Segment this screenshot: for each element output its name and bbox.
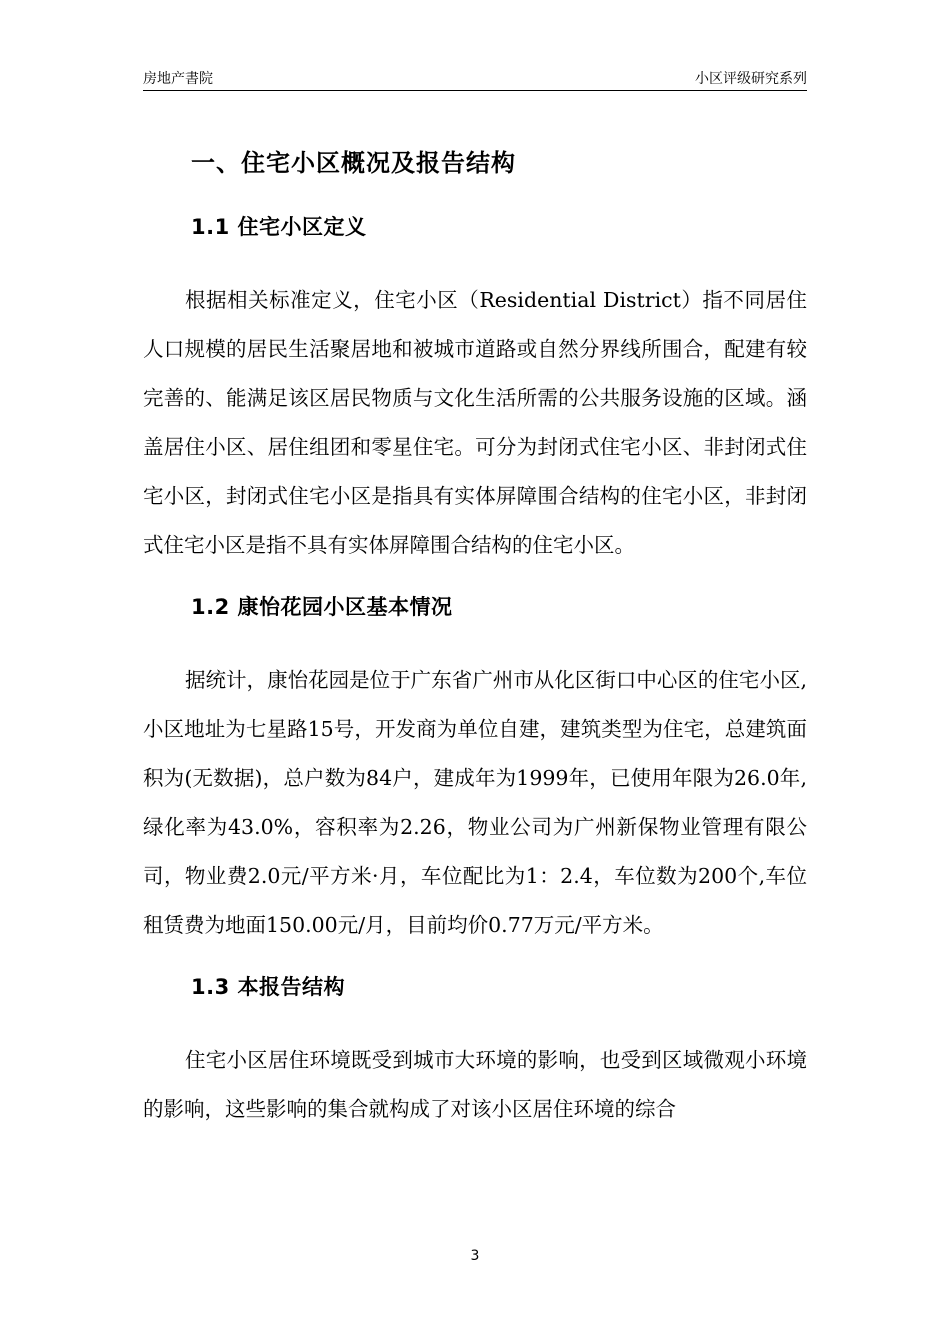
page-content [143,140,807,1134]
chapter-title: 一、住宅小区概况及报告结构 [191,149,516,177]
page-number: 3 [470,1248,480,1264]
section-paragraph-1-2: 据统计，康怡花园是位于广东省广州市从化区街口中心区的住宅小区,小区地址为七星路15号，开发商为单位自建，建筑类型为住宅，总建筑面积为(无数据)，总户数为84户，建成年为1999年，已使用年限为26.0年,绿化率为43.0%，容积率为2.26，物业公司为广州新保物业管理有限公司，物业费2.0元/平方米·月，车位配比为1：2.4，车位数为200个,车位租赁费为地面150.00元/月，目前均价0.77万元/平方米。 [143,668,807,937]
section-paragraph-1-3: 住宅小区居住环境既受到城市大环境的影响，也受到区域微观小环境的影响，这些影响的集合就构成了对该小区居住环境的综合 [143,1048,807,1121]
page-header [143,66,807,91]
section-paragraph-1-1: 根据相关标准定义，住宅小区（Residential District）指不同居住人口规模的居民生活聚居地和被城市道路或自然分界线所围合，配建有较完善的、能满足该区居民物质与文化生活所需的公共服务设施的区域。涵盖居住小区、居住组团和零星住宅。可分为封闭式住宅小区、非封闭式住宅小区，封闭式住宅小区是指具有实体屏障围合结构的住宅小区，非封闭式住宅小区是指不具有实体屏障围合结构的住宅小区。 [143,288,807,557]
section-heading-1-2: 1.2 康怡花园小区基本情况 [191,595,453,619]
header-series-title: 小区评级研究系列 [695,71,807,87]
section-heading-1-1: 1.1 住宅小区定义 [191,215,367,239]
header-publisher: 房地产書院 [143,71,213,87]
section-heading-1-3: 1.3 本报告结构 [191,975,346,999]
